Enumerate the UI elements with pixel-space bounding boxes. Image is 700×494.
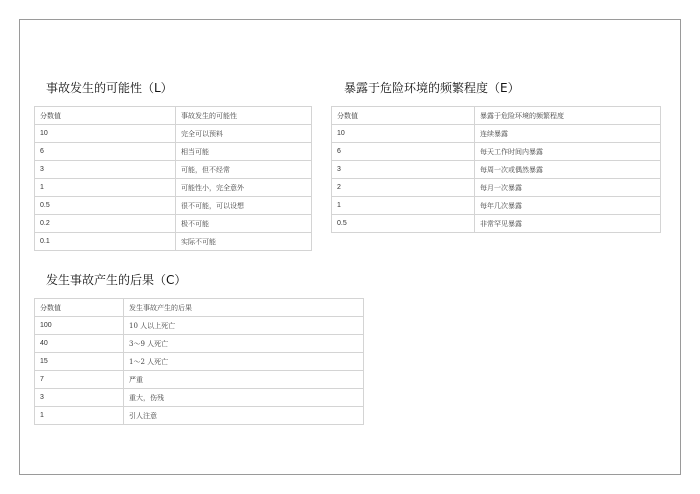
header-cell-likelihood: 事故发生的可能性 bbox=[176, 107, 312, 125]
table-row bbox=[35, 215, 312, 233]
score-cell: 7 bbox=[35, 371, 124, 389]
header-cell-score: 分数值 bbox=[35, 107, 176, 125]
score-cell: 6 bbox=[35, 143, 176, 161]
table-row bbox=[35, 161, 312, 179]
table-row bbox=[35, 179, 312, 197]
description-cell: 很不可能，可以设想 bbox=[176, 197, 312, 215]
score-cell: 3 bbox=[35, 161, 176, 179]
description-cell: 完全可以预料 bbox=[176, 125, 312, 143]
score-cell: 3 bbox=[332, 161, 475, 179]
score-cell: 2 bbox=[332, 179, 475, 197]
description-cell: 每月一次暴露 bbox=[475, 179, 661, 197]
score-cell: 3 bbox=[35, 389, 124, 407]
description-cell: 每天工作时间内暴露 bbox=[475, 143, 661, 161]
header-cell-consequence: 发生事故产生的后果 bbox=[124, 299, 364, 317]
score-cell: 10 bbox=[35, 125, 176, 143]
score-cell: 0.1 bbox=[35, 233, 176, 251]
table-row bbox=[35, 197, 312, 215]
description-cell: 每年几次暴露 bbox=[475, 197, 661, 215]
table-row bbox=[332, 143, 661, 161]
description-cell: 3～9 人死亡 bbox=[124, 335, 364, 353]
score-cell: 100 bbox=[35, 317, 124, 335]
description-cell: 连续暴露 bbox=[475, 125, 661, 143]
description-cell: 极不可能 bbox=[176, 215, 312, 233]
table-row bbox=[35, 407, 364, 425]
table-row bbox=[35, 335, 364, 353]
score-cell: 10 bbox=[332, 125, 475, 143]
table-row bbox=[332, 161, 661, 179]
table-row bbox=[35, 233, 312, 251]
score-cell: 40 bbox=[35, 335, 124, 353]
score-cell: 0.5 bbox=[332, 215, 475, 233]
section-title-consequence: 发生事故产生的后果（C） bbox=[46, 273, 187, 287]
table-row bbox=[332, 197, 661, 215]
description-cell: 非常罕见暴露 bbox=[475, 215, 661, 233]
table-header-row bbox=[332, 107, 661, 125]
description-cell: 实际不可能 bbox=[176, 233, 312, 251]
likelihood-table bbox=[34, 106, 312, 251]
table-row bbox=[332, 125, 661, 143]
score-cell: 1 bbox=[35, 179, 176, 197]
table-row bbox=[35, 317, 364, 335]
description-cell: 10 人以上死亡 bbox=[124, 317, 364, 335]
description-cell: 可能，但不经常 bbox=[176, 161, 312, 179]
table-row bbox=[35, 389, 364, 407]
section-title-exposure: 暴露于危险环境的频繁程度（E） bbox=[344, 81, 520, 95]
header-cell-score: 分数值 bbox=[35, 299, 124, 317]
description-cell: 严重 bbox=[124, 371, 364, 389]
score-cell: 0.2 bbox=[35, 215, 176, 233]
score-cell: 15 bbox=[35, 353, 124, 371]
score-cell: 1 bbox=[332, 197, 475, 215]
description-cell: 每周一次或偶然暴露 bbox=[475, 161, 661, 179]
score-cell: 0.5 bbox=[35, 197, 176, 215]
score-cell: 1 bbox=[35, 407, 124, 425]
table-header-row bbox=[35, 299, 364, 317]
description-cell: 1～2 人死亡 bbox=[124, 353, 364, 371]
consequence-table bbox=[34, 298, 364, 425]
table-row bbox=[332, 215, 661, 233]
description-cell: 重大，伤残 bbox=[124, 389, 364, 407]
description-cell: 相当可能 bbox=[176, 143, 312, 161]
table-row bbox=[332, 179, 661, 197]
table-header-row bbox=[35, 107, 312, 125]
table-row bbox=[35, 353, 364, 371]
header-cell-exposure: 暴露于危险环境的频繁程度 bbox=[475, 107, 661, 125]
header-cell-score: 分数值 bbox=[332, 107, 475, 125]
table-row bbox=[35, 125, 312, 143]
score-cell: 6 bbox=[332, 143, 475, 161]
description-cell: 可能性小，完全意外 bbox=[176, 179, 312, 197]
table-row bbox=[35, 143, 312, 161]
section-title-likelihood: 事故发生的可能性（L） bbox=[46, 81, 173, 95]
table-row bbox=[35, 371, 364, 389]
exposure-table bbox=[331, 106, 661, 233]
description-cell: 引人注意 bbox=[124, 407, 364, 425]
